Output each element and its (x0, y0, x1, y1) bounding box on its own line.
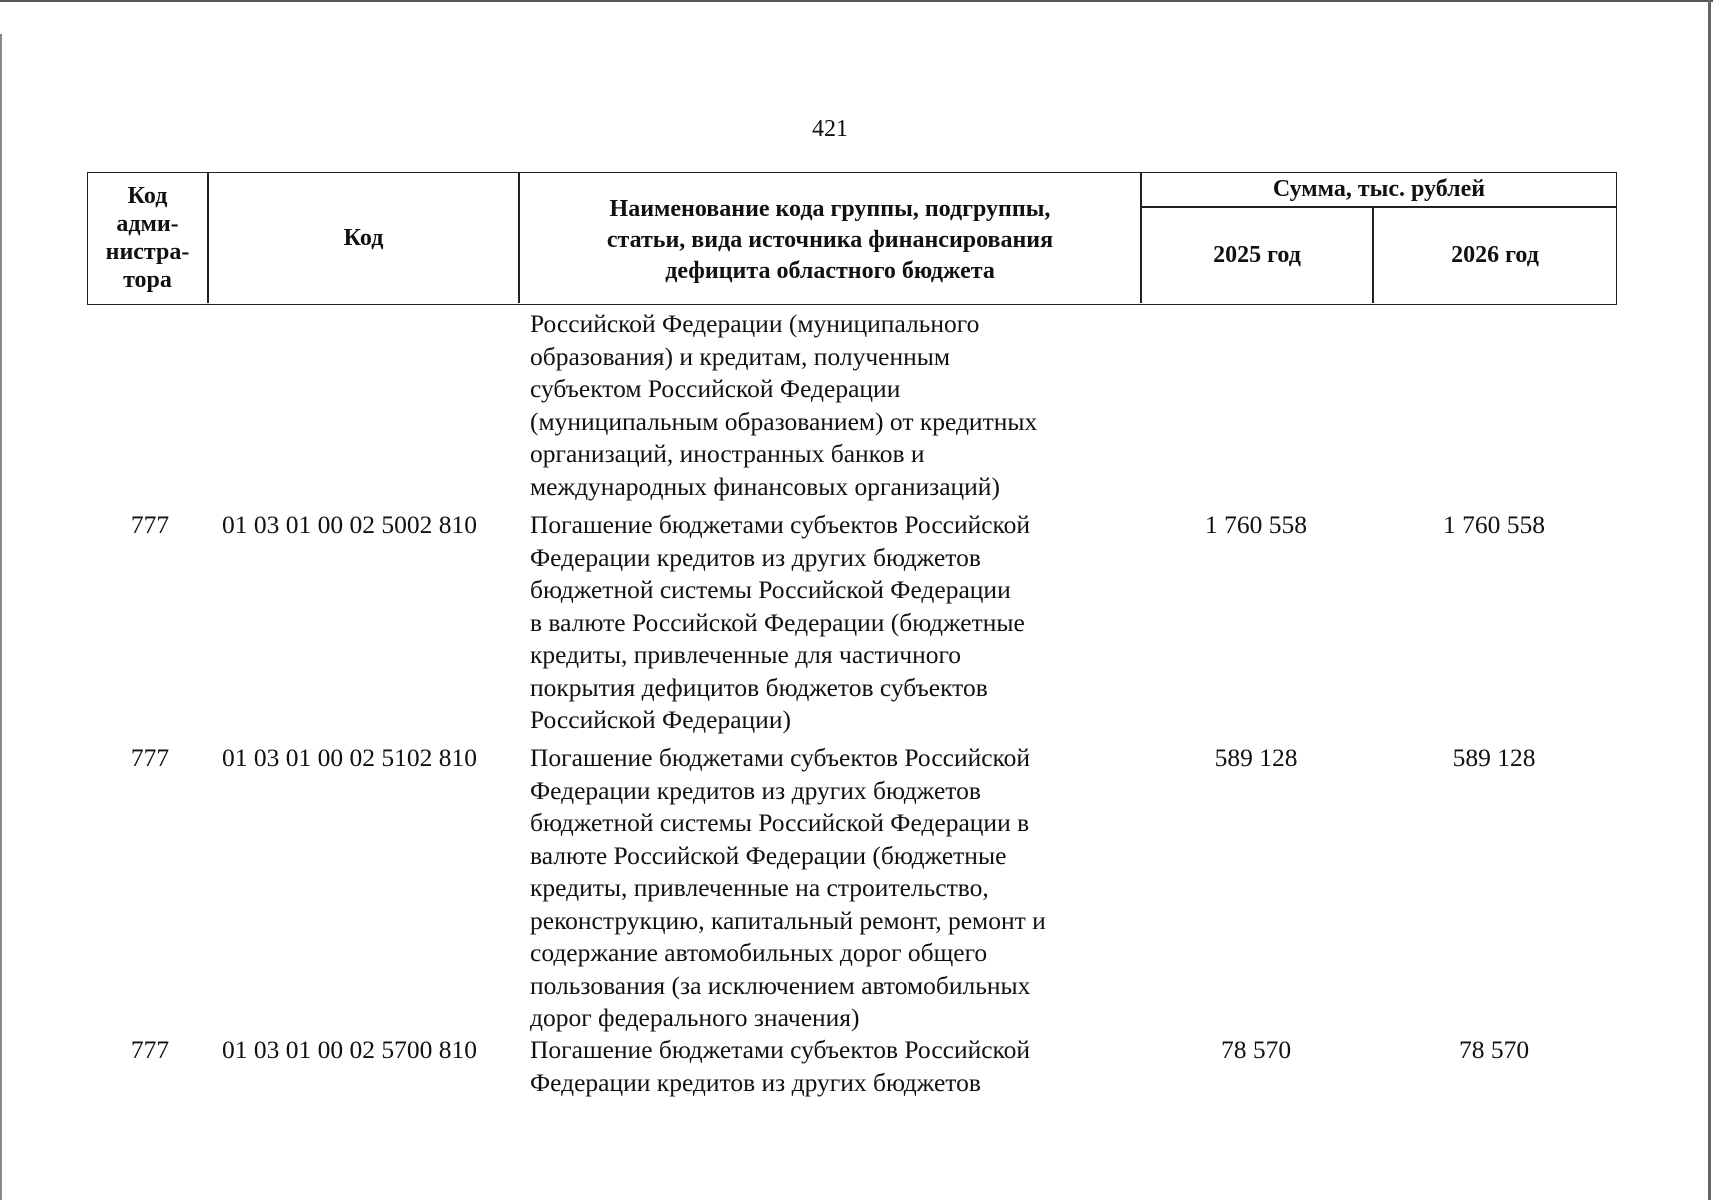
row-name-line: Федерации кредитов из других бюджетов (530, 542, 981, 572)
row-code: 01 03 01 00 02 5102 810 (222, 743, 477, 772)
row-code: 01 03 01 00 02 5700 810 (222, 1035, 477, 1064)
row-name-line: содержание автомобильных дорог общего (530, 938, 988, 967)
row-value-2026: 1 760 558 (1443, 510, 1545, 539)
scan-edge-left (0, 34, 2, 1200)
header-name-line: дефицита областного бюджета (665, 257, 995, 284)
row-name (530, 742, 1046, 1035)
row-name-line: в валюте Российской Федерации (бюджетные (530, 607, 1025, 637)
row-name-line: кредиты, привлеченные для частичного (530, 640, 962, 669)
row-name-line: бюджетной системы Российской Федерации (530, 575, 1011, 604)
row-name-line: Российской Федерации) (530, 705, 791, 734)
header-code: Код (343, 224, 384, 251)
row-admin-code: 777 (130, 1035, 170, 1064)
continuation-line: организаций, иностранных банков и (530, 439, 925, 468)
scan-edge-top (0, 0, 1713, 2)
row-name-line: Федерации кредитов из других бюджетов (530, 775, 981, 805)
header-admin-code-line: Код (127, 183, 168, 209)
row-name (530, 1034, 1030, 1099)
row-name-line: дорог федерального значения) (530, 1003, 860, 1032)
row-name-line: Погашение бюджетами субъектов Российской (530, 510, 1031, 539)
row-name-line: кредиты, привлеченные на строительство, (530, 873, 989, 902)
row-name-line: пользования (за исключением автомобильных (530, 970, 1031, 1000)
row-name-line: Погашение бюджетами субъектов Российской (530, 743, 1031, 772)
row-admin-code: 777 (130, 510, 170, 539)
header-name-line: статьи, вида источника финансирования (606, 226, 1054, 253)
table-header (87, 172, 1617, 305)
row-value-2026: 78 570 (1458, 1035, 1530, 1064)
continuation-line: (муниципальным образованием) от кредитных (530, 406, 1038, 436)
header-name-line: Наименование кода группы, подгруппы, (609, 195, 1051, 222)
header-sum: Сумма, тыс. рублей (1272, 176, 1486, 202)
header-admin-code-line: нистра- (105, 239, 190, 265)
continuation-line: Российской Федерации (муниципального (530, 309, 980, 338)
row-name-line: валюте Российской Федерации (бюджетные (530, 840, 1007, 870)
continuation-text (530, 308, 1037, 503)
row-value-2025: 1 760 558 (1205, 510, 1307, 539)
header-admin-code-line: тора (123, 267, 172, 293)
row-admin-code: 777 (130, 743, 170, 772)
scan-edge-right (1708, 0, 1711, 1200)
row-name (530, 509, 1030, 737)
header-year-2026: 2026 год (1451, 242, 1539, 268)
row-name-line: Федерации кредитов из других бюджетов (530, 1067, 981, 1097)
row-name-line: бюджетной системы Российской Федерации в (530, 808, 1030, 837)
row-name-line: покрытия дефицитов бюджетов субъектов (530, 672, 988, 702)
continuation-line: субъектом Российской Федерации (530, 374, 901, 403)
header-admin-code (88, 173, 207, 303)
row-code: 01 03 01 00 02 5002 810 (222, 510, 477, 539)
header-name (520, 177, 1140, 303)
page-number: 421 (812, 116, 848, 142)
header-admin-code-line: адми- (116, 211, 179, 237)
row-name-line: реконструкцию, капитальный ремонт, ремонт и (530, 905, 1046, 935)
row-name-line: Погашение бюджетами субъектов Российской (530, 1035, 1031, 1064)
row-value-2025: 78 570 (1220, 1035, 1292, 1064)
continuation-line: образования) и кредитам, полученным (530, 341, 951, 371)
row-value-2025: 589 128 (1214, 743, 1298, 772)
continuation-line: международных финансовых организаций) (530, 471, 1000, 501)
row-value-2026: 589 128 (1452, 743, 1536, 772)
header-year-2025: 2025 год (1213, 242, 1301, 268)
